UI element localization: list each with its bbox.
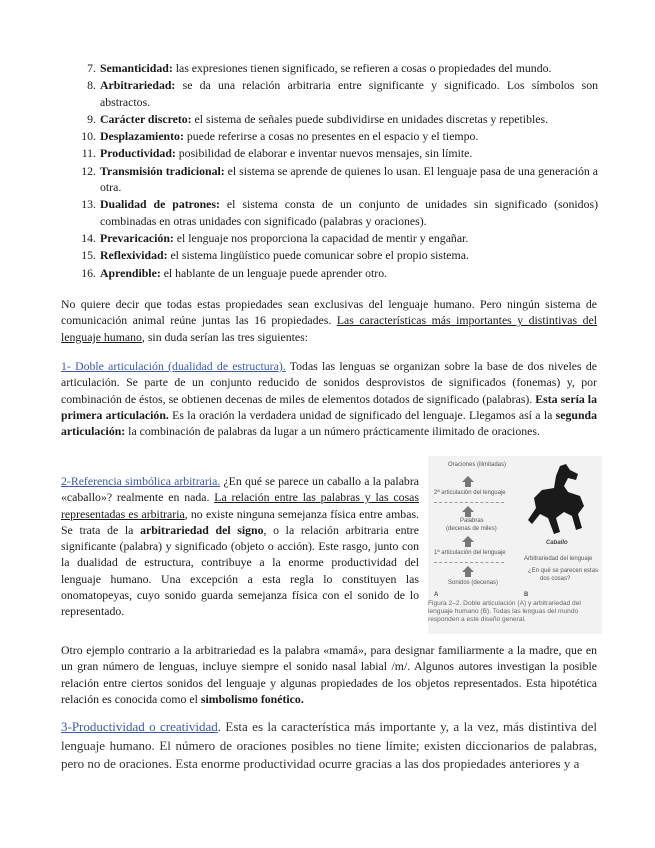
section1-text: Todas las lenguas se organizan sobre la base de dos niveles de articulación. Se parte de un conjunto reducido de sonidos desprovistos de significados (fonemas) y, por combinación de éstos, se obtienen decenas de miles de elementos dotados de significado (palabras).	[61, 359, 598, 406]
section2-text: , no existe ninguna semejanza física entre ambas. Se trata de la	[61, 506, 419, 537]
figure-caption: Figura 2–2. Doble articulación (A) y arbitrariedad del lenguaje humano (B). Todas las lenguas del mundo responden a este diseño general.	[428, 600, 602, 629]
list-item	[78, 77, 598, 110]
figure-label-art1: 1ª articulación del lenguaje	[434, 550, 506, 556]
section2-underlined: La relación entre las palabras y las cosas representadas es arbitraria	[61, 490, 419, 521]
item-term: Carácter discreto:	[100, 111, 192, 126]
section2-text: , o la relación arbitraria entre significante (palabra) y significado (objeto o acción). Este rasgo, junto con la dualidad de estructura, contribuye a la enorme productividad del lenguaje humano. Una excepción a esta regla lo constituyen las onomatopeyas, cuyo sonido guarda semejanza física con el sonido de lo representado.	[61, 522, 419, 619]
item-term: Transmisión tradicional:	[100, 163, 225, 178]
item-number: 14.	[81, 230, 96, 245]
intro-underlined: Las características más importantes y distintivas del lenguaje humano	[61, 313, 597, 344]
item-number: 13.	[81, 197, 96, 212]
arrow-stem	[465, 572, 471, 577]
item-desc: el sistema de señales puede subdividirse en unidades discretas y repetibles.	[191, 111, 549, 126]
section1-text: Es la oración la verdadera unidad de significado del lenguaje. Llegamos así a la	[168, 407, 556, 422]
item-term: Arbitrariedad:	[100, 78, 176, 93]
list-item	[78, 247, 598, 263]
figure-label-art2: 2ª articulación del lenguaje	[434, 490, 506, 496]
item-desc: las expresiones tienen significado, se refieren a cosas o propiedades del mundo.	[172, 61, 552, 75]
figure-label-a: A	[434, 592, 439, 598]
intro-paragraph	[61, 296, 597, 345]
arrow-stem	[465, 482, 471, 487]
item-desc: posibilidad de elaborar e inventar nuevos mensajes, sin límite.	[175, 146, 473, 161]
list-item	[78, 230, 598, 246]
item-number: 15.	[81, 248, 96, 263]
figure-label-arbitrariedad: Arbitrariedad del lenguaje	[524, 556, 593, 562]
list-item	[78, 111, 598, 127]
section1-bold: Esta sería la primera articulación.	[61, 391, 597, 422]
figure-label-pregunta: ¿En qué se parecen estas	[528, 568, 599, 574]
divider	[434, 502, 504, 503]
intro-text: No quiere decir que todas estas propiedades sean exclusivas del lenguaje humano. Pero ningún sistema de comunicación animal reúne juntas las 16 propiedades.	[61, 297, 597, 328]
item-desc: puede referirse a cosas no presentes en el espacio y el tiempo.	[183, 129, 479, 144]
section1-heading-link[interactable]: 1- Doble articulación (dualidad de estructura).	[61, 359, 286, 373]
item-desc: el sistema lingüístico puede comunicar sobre el propio sistema.	[167, 248, 469, 263]
item-number: 8.	[87, 78, 96, 93]
arrow-stem	[465, 512, 471, 517]
figure-label-pregunta: dos cosas?	[540, 576, 571, 582]
item-term: Reflexividad:	[100, 248, 168, 263]
section-productivity	[61, 718, 597, 774]
list-item	[78, 163, 598, 196]
arrow-stem	[465, 542, 471, 547]
figure-label-palabras-sub: (decenas de miles)	[446, 526, 497, 532]
section1-text: la combinación de palabras da lugar a un número prácticamente ilimitado de oraciones.	[125, 424, 540, 439]
other-bold: simbolismo fonético.	[200, 691, 304, 706]
figure-label-b: B	[524, 592, 529, 598]
list-item	[78, 128, 598, 144]
item-number: 9.	[87, 111, 96, 126]
intro-text-end: , sin duda serían las tres siguientes:	[141, 329, 309, 344]
properties-list	[78, 60, 598, 282]
item-number: 16.	[81, 265, 96, 280]
paragraph-phonetic-symbolism	[61, 642, 597, 707]
section3-text: . Esta es la característica más importante y, a la vez, más distintiva del lenguaje humano. El número de oraciones posibles no tiene límite; existen diccionarios de palabras, pero no de oraciones. Esta enorme productividad ocurre gracias a las dos propiedades anteriores y a	[61, 719, 597, 771]
item-desc: se da una relación arbitraria entre significante y significado. Los símbolos son abstractos.	[100, 78, 598, 109]
item-term: Productividad:	[100, 146, 176, 161]
item-desc: el sistema consta de un conjunto de unidades sin significado (sonidos) combinadas en otras unidades con significado (palabras y oraciones).	[100, 197, 599, 228]
figure-label-palabras: Palabras	[460, 518, 484, 524]
section2-text: ¿En qué se parece un caballo a la palabra «caballo»? realmente en nada.	[61, 474, 419, 505]
item-term: Semanticidad:	[100, 61, 173, 75]
item-desc: el lenguaje nos proporciona la capacidad de mentir y engañar.	[173, 230, 469, 245]
item-number: 11.	[81, 146, 96, 161]
section3-heading-link[interactable]: 3-Productividad o creatividad	[61, 719, 218, 734]
item-number: 12.	[81, 163, 96, 178]
figure-label-caballo: Caballo	[546, 540, 568, 546]
item-desc: el sistema se aprende de quienes lo usan. El lenguaje pasa de una generación a otra.	[100, 163, 599, 195]
figure-label-sonidos: Sonidos (decenas)	[448, 580, 499, 586]
list-item	[78, 145, 598, 161]
item-desc: el hablante de un lenguaje puede aprender otro.	[160, 265, 388, 280]
item-term: Desplazamiento:	[100, 129, 184, 144]
item-term: Aprendible:	[100, 265, 161, 280]
divider	[434, 562, 504, 563]
list-item	[78, 60, 598, 76]
section-double-articulation	[61, 358, 597, 439]
item-term: Prevaricación:	[100, 230, 174, 245]
section2-bold: arbitrariedad del signo	[140, 522, 264, 537]
figure-label-oraciones: Oraciones (ilimitadas)	[448, 462, 507, 468]
item-number: 10.	[81, 129, 96, 144]
item-number: 7.	[87, 61, 96, 75]
section1-bold: segunda articulación:	[61, 407, 597, 439]
section2-heading-link[interactable]: 2-Referencia simbólica arbitraria.	[61, 474, 221, 488]
list-item	[78, 265, 598, 281]
other-text: Otro ejemplo contrario a la arbitrariedad es la palabra «mamá», para designar familiarmente a la madre, que en un gran número de lenguas, incluye siempre el sonido nasal labial /m/. Algunos autores investigan la posible relación entre ciertos sonidos del lenguaje y algunas propiedades de los objetos representados. Esta hipotética relación es conocida como el	[61, 643, 597, 706]
item-term: Dualidad de patrones:	[100, 197, 220, 212]
list-item	[78, 196, 598, 229]
section-arbitrary-reference	[61, 473, 419, 620]
horse-icon	[520, 462, 590, 538]
